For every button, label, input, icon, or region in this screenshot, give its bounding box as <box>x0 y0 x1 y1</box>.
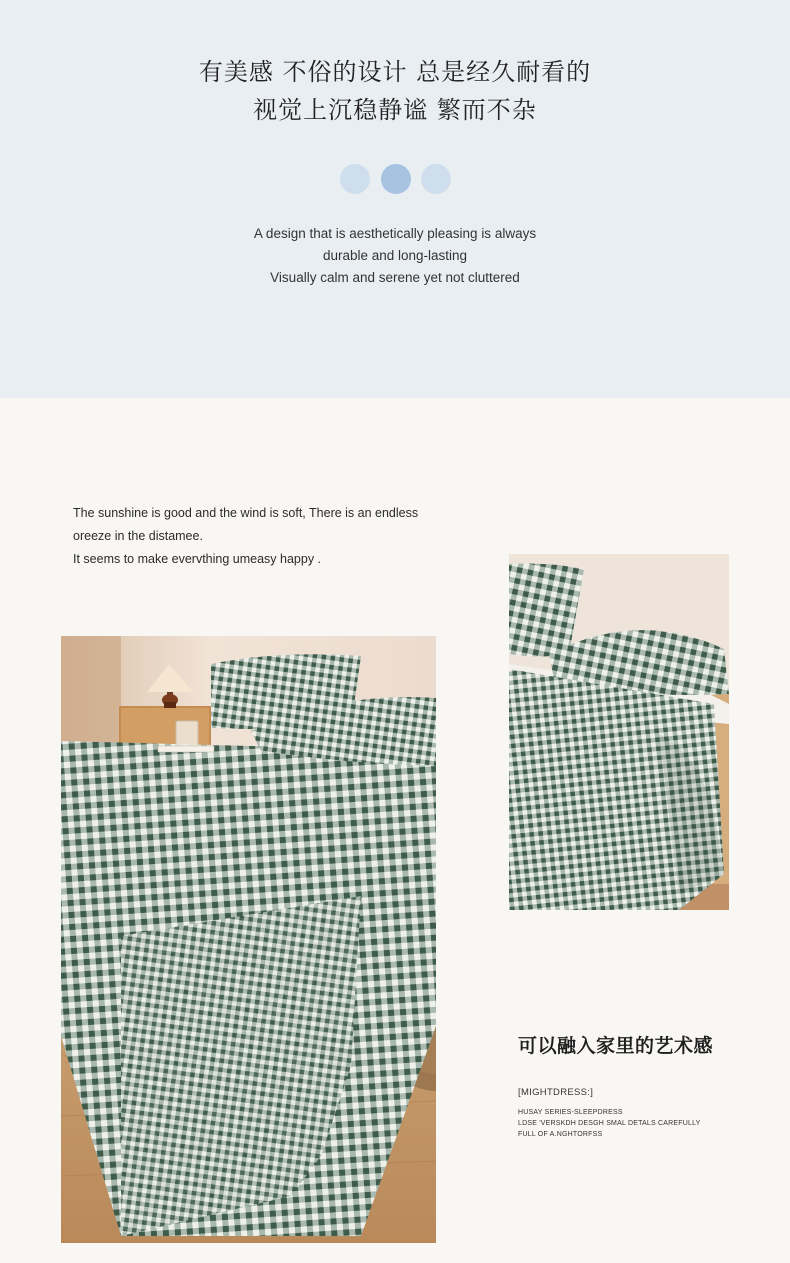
intro-section <box>0 0 790 398</box>
description-line-2: durable and long-lasting <box>322 248 468 263</box>
bed-sheet-illustration <box>61 636 436 1243</box>
carousel-dots <box>340 164 452 194</box>
feature-tag: [MIGHTDRESS:] <box>518 1087 594 1098</box>
carousel-dot-1[interactable] <box>340 164 370 194</box>
bed-sheet-photo-large <box>61 636 436 1243</box>
feature-line-2: LDSE 'VERSKDH DESGH SMAL DETALS CAREFULLY <box>518 1120 701 1127</box>
poem-line-1: The sunshine is good and the wind is soft, There is an endless <box>73 506 419 520</box>
feature-line-1: HUSAY SERIES-SLEEPDRESS <box>518 1109 623 1116</box>
poem-line-2: oreeze in the distamee. <box>73 529 203 543</box>
bed-sheet-photo-detail <box>509 554 729 910</box>
headline-line-2: 视觉上沉稳静谧 繁而不杂 <box>253 96 537 124</box>
poem-line-3: It seems to make evervthing umeasy happy . <box>73 552 322 566</box>
description-line-1: A design that is aesthetically pleasing is always <box>253 226 537 241</box>
feature-line-3: FULL OF A.NGHTORFSS <box>518 1131 603 1138</box>
description-line-3: Visually calm and serene yet not cluttered <box>270 270 520 285</box>
carousel-dot-2-active[interactable] <box>381 164 411 194</box>
headline-line-1: 有美感 不俗的设计 总是经久耐看的 <box>198 58 592 86</box>
pillow-detail-illustration <box>509 554 729 910</box>
feature-title: 可以融入家里的艺术感 <box>518 1035 714 1057</box>
carousel-dot-3[interactable] <box>421 164 451 194</box>
